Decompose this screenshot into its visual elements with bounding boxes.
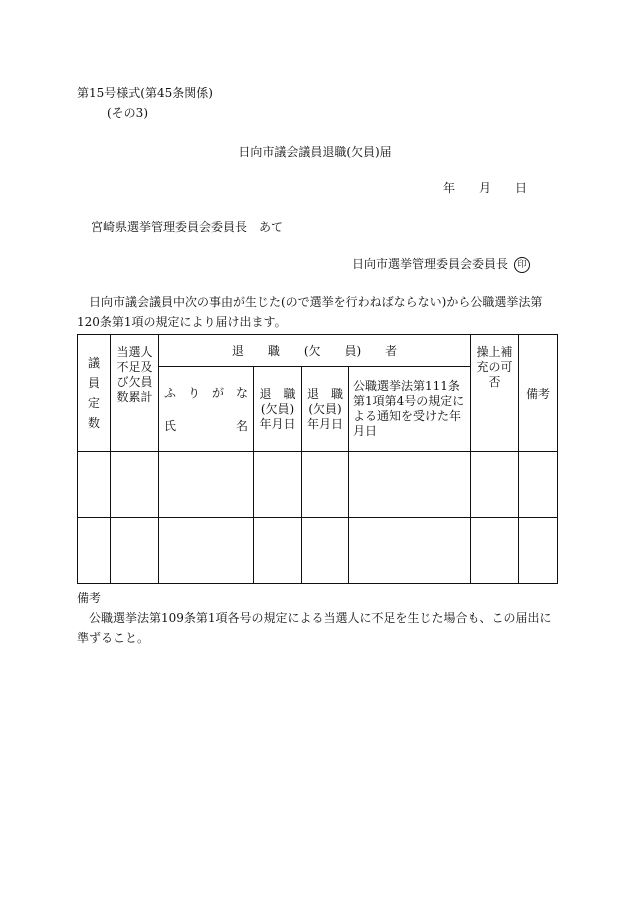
seal-mark: 印: [514, 257, 530, 273]
form-number: 第15号様式(第45条関係): [77, 86, 213, 100]
header-shortage-line: び欠員: [116, 375, 153, 389]
retire-date-line: (欠員): [260, 401, 295, 416]
furigana-char: ふ: [164, 386, 177, 400]
header-shortage: [111, 335, 159, 452]
input-retire-date-2[interactable]: [302, 452, 349, 518]
header-by-election-line: 操上補: [476, 345, 513, 359]
input-by-election[interactable]: [471, 452, 519, 518]
header-remarks: 備考: [519, 335, 558, 452]
remarks-label: 備考: [77, 591, 102, 605]
date-day: 日: [515, 181, 528, 195]
input-remarks[interactable]: [519, 518, 558, 584]
header-notice-date: 公職選挙法第111条第1項第4号の規定による通知を受けた年月日: [349, 367, 471, 452]
input-retire-date-1[interactable]: [254, 518, 302, 584]
header-by-election: [471, 335, 519, 452]
input-shortage[interactable]: [111, 452, 159, 518]
input-retire-date-1[interactable]: [254, 452, 302, 518]
input-by-election[interactable]: [471, 518, 519, 584]
header-retired-group: 退 職 (欠 員) 者: [159, 335, 471, 367]
header-retire-date-1: [254, 367, 302, 452]
header-shortage-line: 不足及: [116, 360, 153, 374]
input-name[interactable]: [159, 518, 254, 584]
body-text: 日向市議会議員中次の事由が生じた(ので選挙を行わねばならない)から公職選挙法第120条第1項の規定により届け出ます。: [77, 295, 543, 329]
input-seats[interactable]: [78, 518, 111, 584]
header-seats: [78, 335, 111, 452]
header-seats-line: 定: [87, 396, 100, 410]
remarks-text: 公職選挙法第109条第1項各号の規定による当選人に不足を生じた場合も、この届出に準ずること。: [77, 611, 552, 645]
sender: [352, 255, 530, 273]
header-by-election-line: 充の可: [476, 360, 513, 374]
sender-name: 日向市選挙管理委員会委員長: [352, 257, 509, 271]
furigana-char: が: [211, 386, 224, 400]
input-name[interactable]: [159, 452, 254, 518]
retire-date-line: 退 職: [259, 386, 296, 401]
input-retire-date-2[interactable]: [302, 518, 349, 584]
form-sub-number: (その3): [107, 106, 148, 120]
date-year: 年: [443, 181, 456, 195]
date-line: [443, 179, 527, 196]
retire-date-line: 退 職: [306, 386, 343, 401]
name-char: 氏: [164, 419, 177, 433]
name-char: 名: [235, 419, 248, 433]
furigana-char: な: [235, 386, 248, 400]
header-shortage-line: 当選人: [116, 345, 153, 359]
header-retire-date-2: [302, 367, 349, 452]
header-seats-line: 議: [87, 356, 100, 370]
form-table: [77, 334, 558, 584]
input-remarks[interactable]: [519, 452, 558, 518]
date-month: 月: [479, 181, 492, 195]
input-seats[interactable]: [78, 452, 111, 518]
header-by-election-line: 否: [488, 375, 501, 389]
furigana-char: り: [187, 386, 200, 400]
name-label: [159, 417, 253, 434]
document-title: 日向市議会議員退職(欠員)届: [238, 145, 392, 159]
header-seats-line: 員: [87, 376, 100, 390]
retire-date-line: 年月日: [306, 416, 343, 431]
header-seats-line: 数: [87, 416, 100, 430]
retire-date-line: (欠員): [308, 401, 342, 416]
retire-date-line: 年月日: [259, 416, 296, 431]
furigana-label: [159, 384, 253, 401]
input-notice-date[interactable]: [349, 452, 471, 518]
header-name: [159, 367, 254, 452]
input-notice-date[interactable]: [349, 518, 471, 584]
input-shortage[interactable]: [111, 518, 159, 584]
addressee: 宮崎県選挙管理委員会委員長 あて: [91, 220, 284, 234]
header-shortage-line: 数累計: [116, 390, 153, 404]
